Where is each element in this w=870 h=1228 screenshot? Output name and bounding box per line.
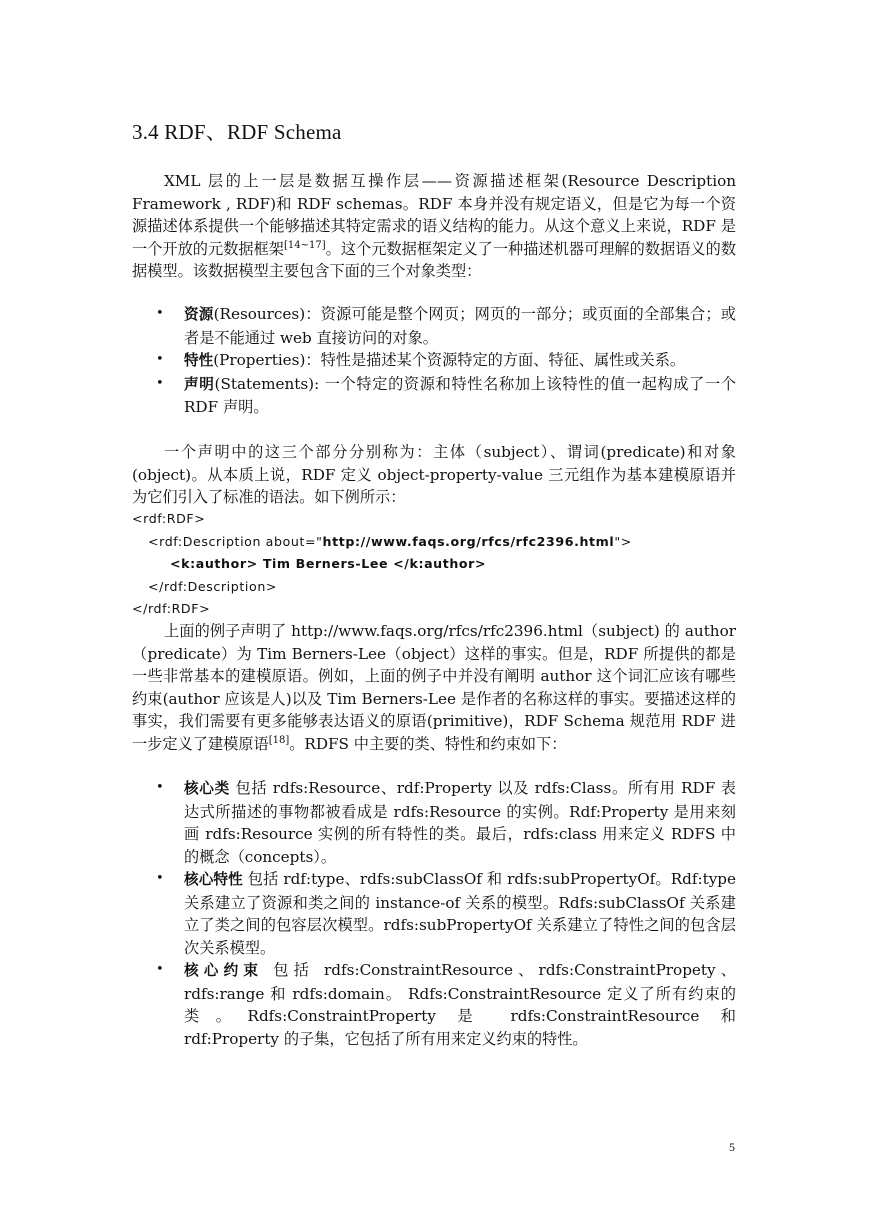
bullet-icon: • bbox=[156, 871, 164, 886]
list-item bbox=[132, 777, 736, 868]
code-line: </rdf:Description> bbox=[148, 578, 278, 594]
bullet-icon: • bbox=[156, 780, 164, 795]
rdf-code-example bbox=[132, 508, 752, 621]
list-item bbox=[132, 373, 736, 419]
list-term: 资源 bbox=[184, 306, 214, 323]
explanation-text-a: 上面的例子声明了 http://www.faqs.org/rfcs/rfc2396.html（subject) 的 author（predicate）为 Tim Berners-Lee（object）这样的事实。但是，RDF 所提供的都是一些非常基本的建模原语。例如，上面的例子中并没有阐明 author 这个词汇应该有哪些约束(author 应该是人)以及 Tim Berners-Lee 是作者的名称这样的事实。要描述这样的事实，我们需要有更多能够表达语义的原语(primitive)，RDF Schema 规范用 RDF 进一步定义了建模原语 bbox=[132, 622, 736, 753]
list-text: (Resources)：资源可能是整个网页；网页的一部分；或页面的全部集合；或者是不能通过 web 直接访问的对象。 bbox=[184, 305, 736, 347]
list-term: 声明 bbox=[184, 375, 215, 393]
list-item bbox=[132, 959, 736, 1050]
page-number: 5 bbox=[729, 1140, 735, 1154]
statement-paragraph: 一个声明中的这三个部分分别称为：主体（subject）、谓词(predicate)和对象(object)。从本质上说，RDF 定义 object-property-value 三元组作为基本建模原语并为它们引入了标准的语法。如下例所示： bbox=[132, 443, 736, 506]
bullet-icon: • bbox=[156, 352, 164, 367]
citation-18: [18] bbox=[268, 734, 290, 746]
intro-paragraph bbox=[132, 170, 736, 283]
code-line: <k:author> Tim Berners-Lee </k:author> bbox=[170, 556, 487, 571]
list-item bbox=[132, 349, 736, 373]
code-line: <rdf:RDF> bbox=[132, 511, 206, 526]
bullet-icon: • bbox=[156, 375, 164, 391]
code-line bbox=[132, 531, 752, 554]
intro-text-b: 。这个元数据框架定义了一种描述机器可理解的数据语义的数据模型。该数据模型主要包含下面的三个对象类型： bbox=[132, 239, 737, 280]
list-text: 包括 rdfs:Resource、rdf:Property 以及 rdfs:Class。所有用 RDF 表达式所描述的事物都被看成是 rdfs:Resource 的实例。Rdf:Property 是用来刻画 rdfs:Resource 实例的所有特性的类。最后，rdfs:class 用来定义 RDFS 中的概念（concepts）。 bbox=[184, 779, 736, 866]
section-heading: 3.4 RDF、RDF Schema bbox=[132, 120, 342, 144]
bullet-icon: • bbox=[156, 306, 164, 321]
bullet-icon: • bbox=[156, 962, 164, 977]
list-text: (Statements): 一个特定的资源和特性名称加上该特性的值一起构成了一个 RDF 声明。 bbox=[184, 374, 736, 416]
list-term: 核心约束 bbox=[184, 962, 264, 979]
list-text: (Properties)：特性是描述某个资源特定的方面、特征、属性或关系。 bbox=[213, 351, 686, 369]
object-types-list bbox=[132, 303, 736, 419]
list-item bbox=[132, 303, 736, 349]
list-text: 包括 rdf:type、rdfs:subClassOf 和 rdfs:subPropertyOf。Rdf:type 关系建立了资源和类之间的 instance-of 关系的模型。Rdfs:subClassOf 关系建立了类之间的包容层次模型。rdfs:subPropertyOf 关系建立了特性之间的包含层次关系模型。 bbox=[184, 870, 736, 957]
example-explanation-paragraph bbox=[132, 620, 736, 755]
list-item bbox=[132, 868, 736, 959]
code-url: http://www.faqs.org/rfcs/rfc2396.html bbox=[322, 533, 615, 549]
intro-text-a: XML 层的上一层是数据互操作层——资源描述框架(Resource Description Framework , RDF)和 RDF schemas。RDF 本身并没有规定语义，但是它为每一个资源描述体系提供一个能够描述其特定需求的语义结构的能力。从这个意义上来说，RDF 是一个开放的元数据框架 bbox=[132, 172, 736, 258]
code-text: "> bbox=[614, 533, 632, 549]
code-line: </rdf:RDF> bbox=[132, 601, 211, 616]
list-text: 包括 rdfs:ConstraintResource、rdfs:ConstraintPropety、rdfs:range 和 rdfs:domain。 Rdfs:ConstraintResource 定义了所有约束的类。Rdfs:ConstraintProperty 是 rdfs:ConstraintResource 和 rdf:Property 的子集，它包括了所有用来定义约束的特性。 bbox=[184, 961, 736, 1048]
explanation-text-b: 。RDFS 中主要的类、特性和约束如下： bbox=[289, 734, 567, 753]
citation-14-17: [14~17] bbox=[284, 239, 326, 251]
list-term: 特性 bbox=[184, 352, 214, 369]
list-term: 核心特性 bbox=[184, 871, 243, 888]
code-text: <rdf:Description about=" bbox=[148, 533, 323, 549]
rdfs-core-list bbox=[132, 777, 736, 1050]
list-term: 核心类 bbox=[184, 780, 230, 797]
